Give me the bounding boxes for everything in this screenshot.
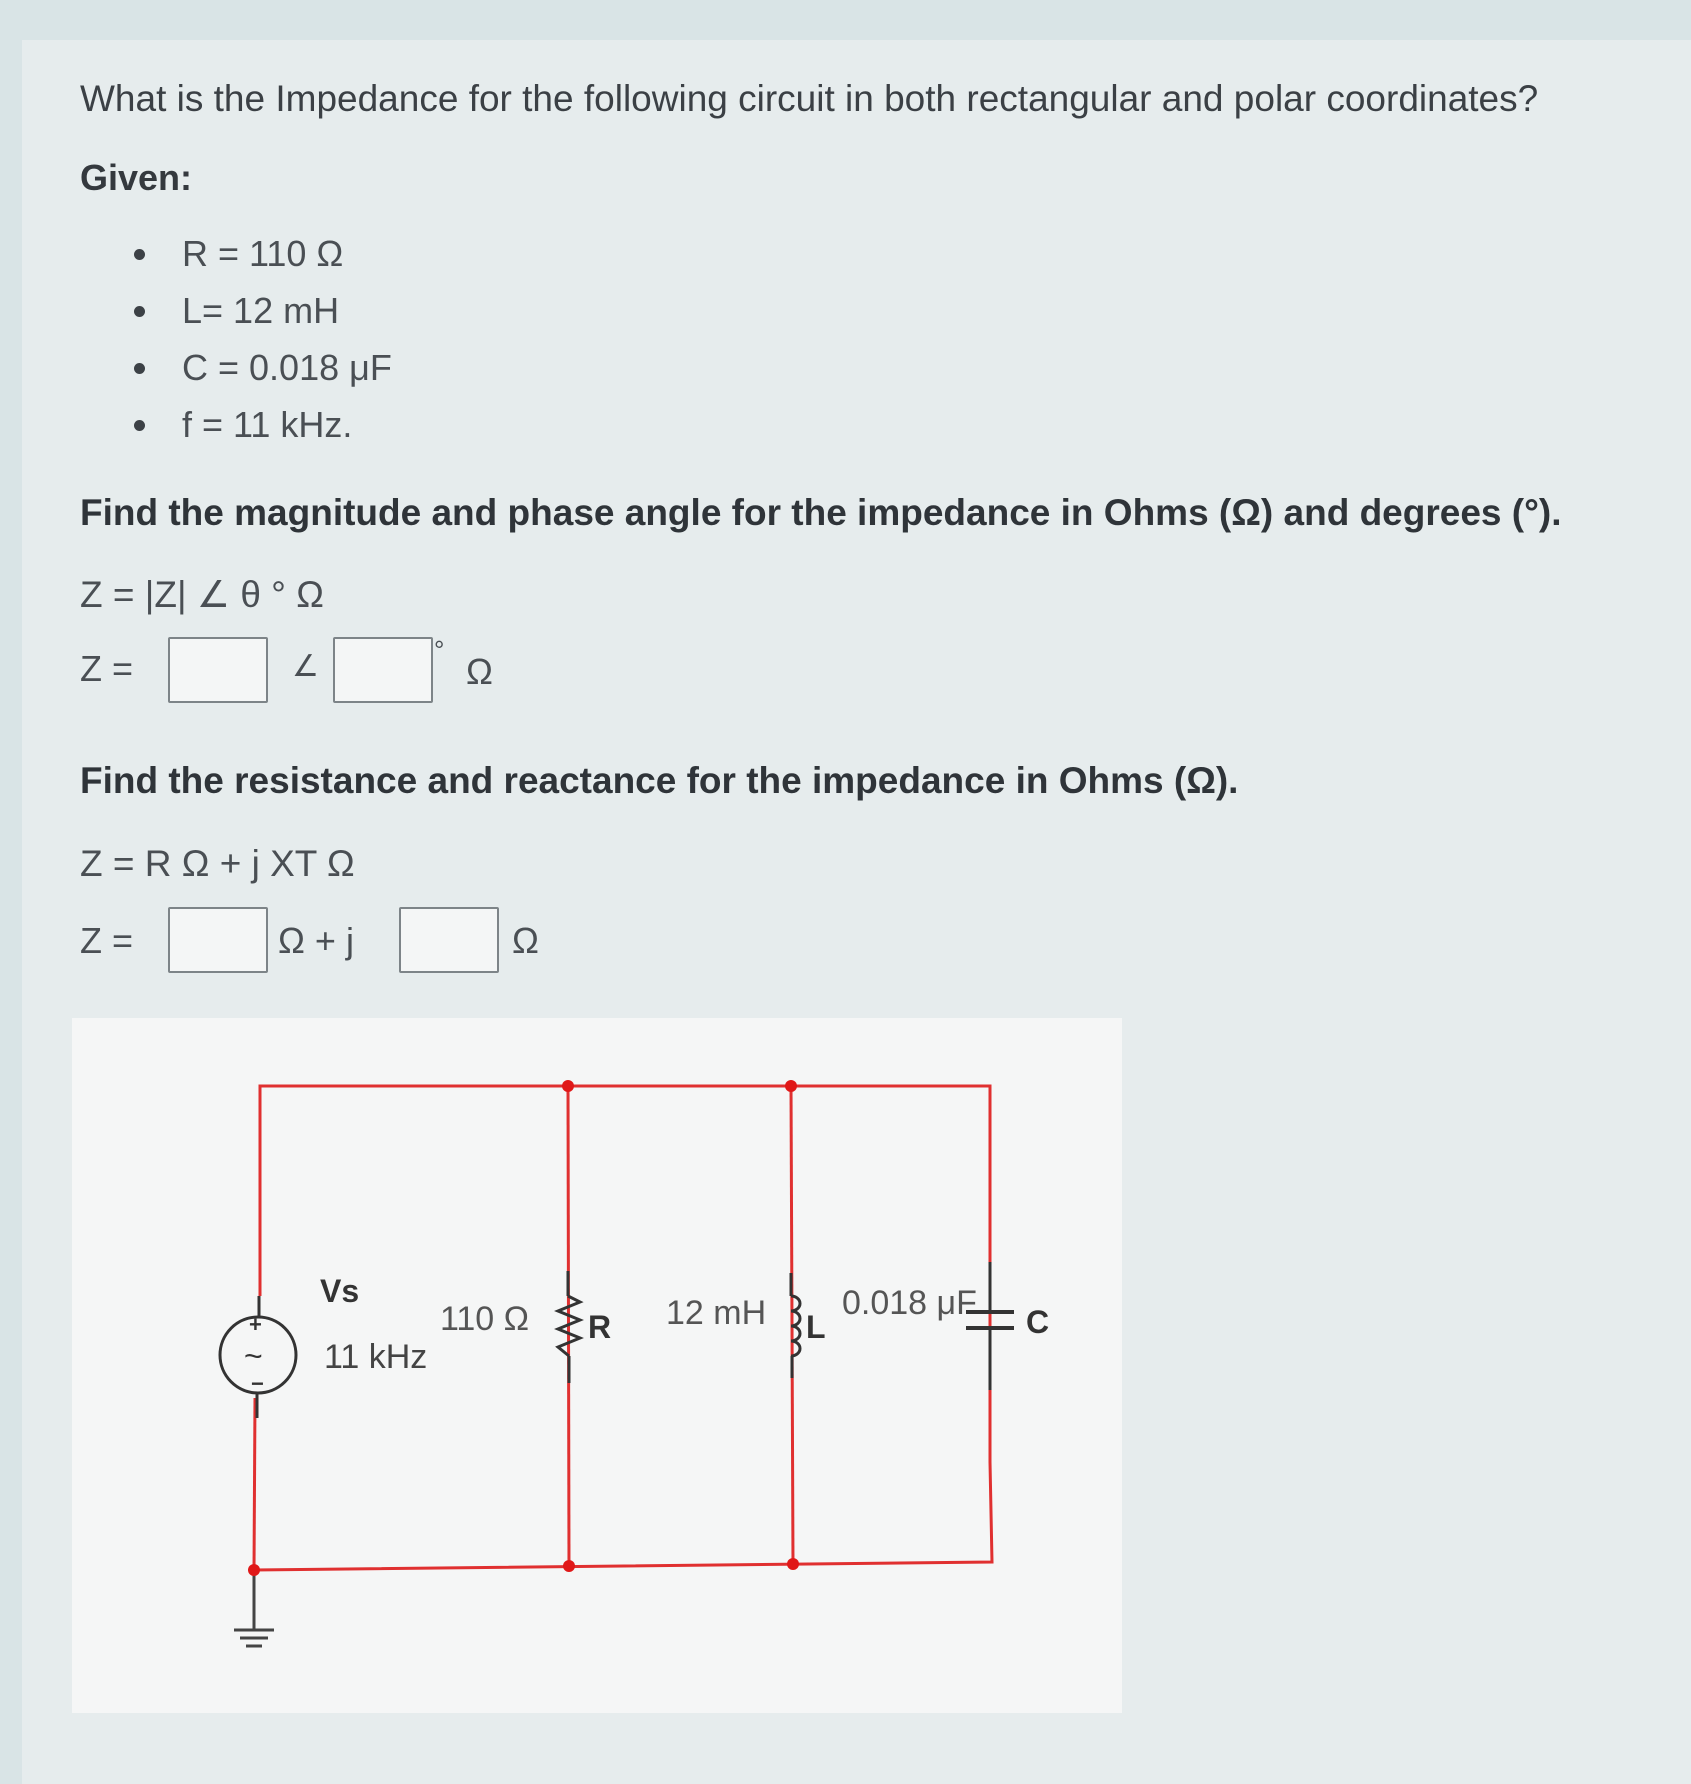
polar-formula: Z = |Z| ∠ θ ° Ω [80,574,324,615]
reactance-input[interactable] [399,907,499,973]
source-minus-sign: − [251,1371,264,1396]
given-list [130,225,392,453]
inductor-name-label: L [806,1309,826,1345]
source-lower-wire [254,1398,255,1570]
ac-source [220,1312,296,1396]
given-item [130,282,392,339]
bullet-icon [134,306,145,317]
source-plus-sign: + [249,1312,262,1337]
rect-row-label: Z = [80,920,134,961]
degree-unit: ° [434,635,445,665]
ground-icon [234,1570,274,1646]
bullet-icon [134,420,145,431]
circuit-wires [254,1086,992,1570]
polar-row-label: Z = [80,648,134,689]
node-bottom-source [248,1564,260,1576]
capacitor-value-label: 0.018 μF [842,1284,977,1322]
rect-ohm-unit: Ω [512,920,539,961]
node-bottom-l [787,1558,799,1570]
polar-ohm-unit: Ω [466,651,493,692]
node-top-r [562,1080,574,1092]
outer-loop-wire [254,1086,992,1570]
rect-answer-row [80,905,680,977]
rect-middle-text: Ω + j [278,920,354,961]
node-bottom-r [563,1560,575,1572]
circuit-diagram [72,1018,1122,1713]
circuit-svg [72,1018,1122,1713]
given-item [130,339,392,396]
source-wave-icon: ~ [244,1338,263,1374]
rect-formula: Z = R Ω + j XT Ω [80,843,355,884]
given-item [130,396,392,453]
given-title: Given: [80,157,193,198]
source-frequency-label: 11 kHz [324,1338,428,1376]
resistor-name-label: R [588,1309,612,1345]
given-item-text: C = 0.018 μF [182,347,392,388]
question-text: What is the Impedance for the following circuit in both rectangular and polar coordinates? [80,78,1539,119]
given-item-text: L= 12 mH [182,290,340,331]
rect-heading: Find the resistance and reactance for the impedance in Ohms (Ω). [80,760,1239,801]
angle-input[interactable] [333,637,433,703]
bullet-icon [134,249,145,260]
magnitude-input[interactable] [168,637,268,703]
given-item [130,225,392,282]
polar-heading: Find the magnitude and phase angle for the impedance in Ohms (Ω) and degrees (°). [80,492,1562,533]
bullet-icon [134,363,145,374]
node-top-l [785,1080,797,1092]
angle-symbol: ∠ [292,650,319,683]
resistance-input[interactable] [168,907,268,973]
inductor-value-label: 12 mH [666,1294,767,1332]
given-item-text: R = 110 Ω [182,233,344,274]
capacitor-name-label: C [1026,1304,1050,1340]
polar-answer-row [80,635,680,707]
source-name-label: Vs [320,1273,360,1309]
given-item-text: f = 11 kHz. [182,404,353,445]
resistor-value-label: 110 Ω [440,1300,530,1338]
